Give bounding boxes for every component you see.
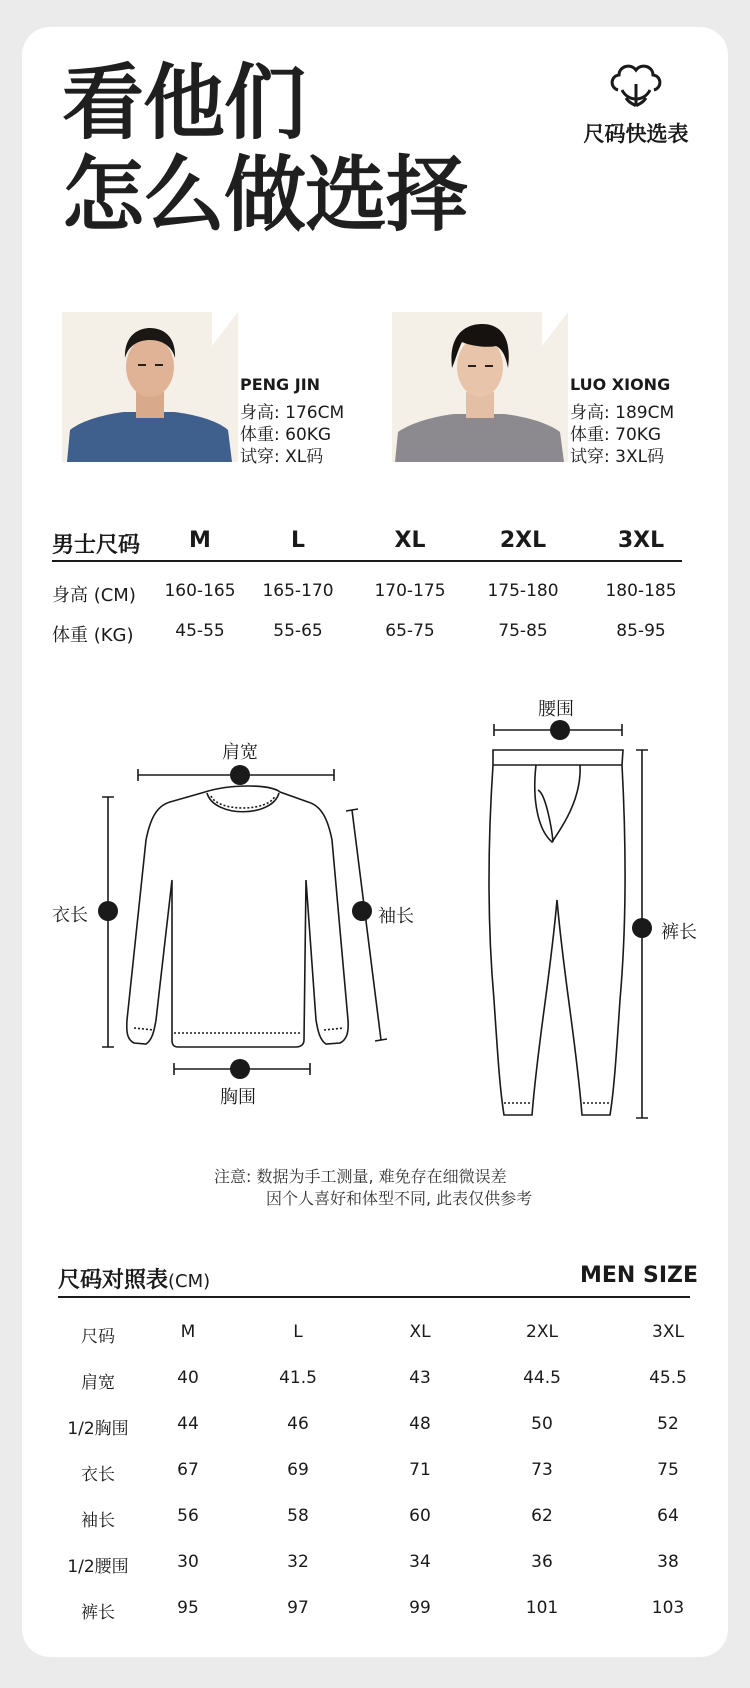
- table-header-row: [58, 1322, 698, 1352]
- model-fit: 试穿: XL码: [240, 447, 324, 467]
- cell: 175-180: [487, 581, 559, 601]
- cell: 75: [657, 1460, 679, 1480]
- cell: 97: [287, 1598, 309, 1618]
- size-col: 3XL: [617, 528, 665, 553]
- sleeve-marker: [352, 901, 372, 921]
- shirt-outline: [127, 786, 348, 1047]
- size-col: M: [180, 1322, 196, 1342]
- size-col: 2XL: [526, 1322, 558, 1342]
- table-row: [58, 1552, 698, 1582]
- cell: 160-165: [164, 581, 236, 601]
- length-label: 衣长: [52, 905, 88, 926]
- cell: 50: [531, 1414, 553, 1434]
- cell: 48: [409, 1414, 431, 1434]
- headline-line1: 看他们: [62, 56, 306, 151]
- table-row: [58, 1598, 698, 1628]
- shoulder-marker: [230, 765, 250, 785]
- row-label: 体重 (KG): [52, 625, 134, 646]
- pants-length-marker: [632, 918, 652, 938]
- size-col: XL: [409, 1322, 431, 1342]
- size-col: L: [290, 528, 306, 553]
- cell: 44: [177, 1414, 199, 1434]
- note-line1: 注意: 数据为手工测量, 难免存在细微误差: [214, 1167, 507, 1186]
- cell: 165-170: [262, 581, 334, 601]
- cell: 180-185: [605, 581, 677, 601]
- note-line2: 因个人喜好和体型不同, 此表仅供参考: [266, 1189, 533, 1208]
- cell: 71: [409, 1460, 431, 1480]
- cell: 34: [409, 1552, 431, 1572]
- row-label: 裤长: [81, 1603, 115, 1623]
- cell: 69: [287, 1460, 309, 1480]
- cell: 43: [409, 1368, 431, 1388]
- table-header-label: 男士尺码: [52, 533, 141, 558]
- cell: 38: [657, 1552, 679, 1572]
- length-marker: [98, 901, 118, 921]
- model-weight: 体重: 60KG: [240, 425, 332, 445]
- cell: 36: [531, 1552, 553, 1572]
- chest-marker: [230, 1059, 250, 1079]
- cell: 30: [177, 1552, 199, 1572]
- row-label: 肩宽: [81, 1373, 115, 1393]
- chest-label: 胸围: [220, 1087, 256, 1108]
- size-table-unit: (CM): [168, 1271, 211, 1292]
- row-label: 身高 (CM): [52, 585, 136, 606]
- table-row: [58, 1506, 698, 1536]
- model-fit: 试穿: 3XL码: [570, 447, 665, 467]
- cell: 52: [657, 1414, 679, 1434]
- cell: 95: [177, 1598, 199, 1618]
- model-weight: 体重: 70KG: [570, 425, 662, 445]
- pants-outline: [493, 750, 623, 765]
- size-col: 3XL: [652, 1322, 684, 1342]
- cell: 99: [409, 1598, 431, 1618]
- cell: 62: [531, 1506, 553, 1526]
- sleeve-label: 袖长: [378, 906, 414, 927]
- row-label: 1/2腰围: [67, 1557, 129, 1577]
- cell: 60: [409, 1506, 431, 1526]
- shoulder-label: 肩宽: [222, 742, 258, 763]
- model-height: 身高: 189CM: [570, 403, 675, 423]
- size-table-rule: [58, 1296, 690, 1298]
- waist-marker: [550, 720, 570, 740]
- cell: 103: [651, 1598, 685, 1618]
- cell: 41.5: [279, 1368, 317, 1388]
- cell: 55-65: [273, 621, 323, 641]
- size-col: 2XL: [499, 528, 547, 553]
- cell: 67: [177, 1460, 199, 1480]
- size-col: M: [189, 528, 211, 553]
- table-row: [58, 1368, 698, 1398]
- size-col: L: [293, 1322, 303, 1342]
- row-label: 衣长: [81, 1465, 115, 1485]
- cell: 64: [657, 1506, 679, 1526]
- cell: 56: [177, 1506, 199, 1526]
- cell: 65-75: [385, 621, 435, 641]
- waist-label: 腰围: [538, 699, 574, 720]
- cell: 73: [531, 1460, 553, 1480]
- size-table-en-title: MEN SIZE: [580, 1263, 699, 1288]
- headline-line2: 怎么做选择: [62, 148, 468, 243]
- cell: 45.5: [649, 1368, 687, 1388]
- cell: 170-175: [374, 581, 446, 601]
- cell: 32: [287, 1552, 309, 1572]
- badge-label: 尺码快选表: [583, 122, 689, 146]
- cell: 40: [177, 1368, 199, 1388]
- model-name: LUO XIONG: [570, 375, 671, 394]
- size-col: XL: [394, 528, 426, 553]
- row-label: 1/2胸围: [67, 1419, 129, 1439]
- table-header-label: 尺码: [81, 1327, 115, 1347]
- measurement-note: [214, 1166, 532, 1210]
- cell: 46: [287, 1414, 309, 1434]
- cell: 45-55: [175, 621, 225, 641]
- cell: 101: [525, 1598, 559, 1618]
- model-name: PENG JIN: [240, 375, 321, 394]
- table-row: [58, 1460, 698, 1490]
- cell: 85-95: [616, 621, 666, 641]
- cell: 58: [287, 1506, 309, 1526]
- pants-length-label: 裤长: [661, 922, 697, 943]
- model-height: 身高: 176CM: [240, 403, 345, 423]
- table-row: [58, 1414, 698, 1444]
- row-label: 袖长: [81, 1511, 115, 1531]
- size-table-title-text: 尺码对照表: [58, 1268, 169, 1293]
- cell: 44.5: [523, 1368, 561, 1388]
- cell: 75-85: [498, 621, 548, 641]
- size-table-title: [58, 1263, 210, 1294]
